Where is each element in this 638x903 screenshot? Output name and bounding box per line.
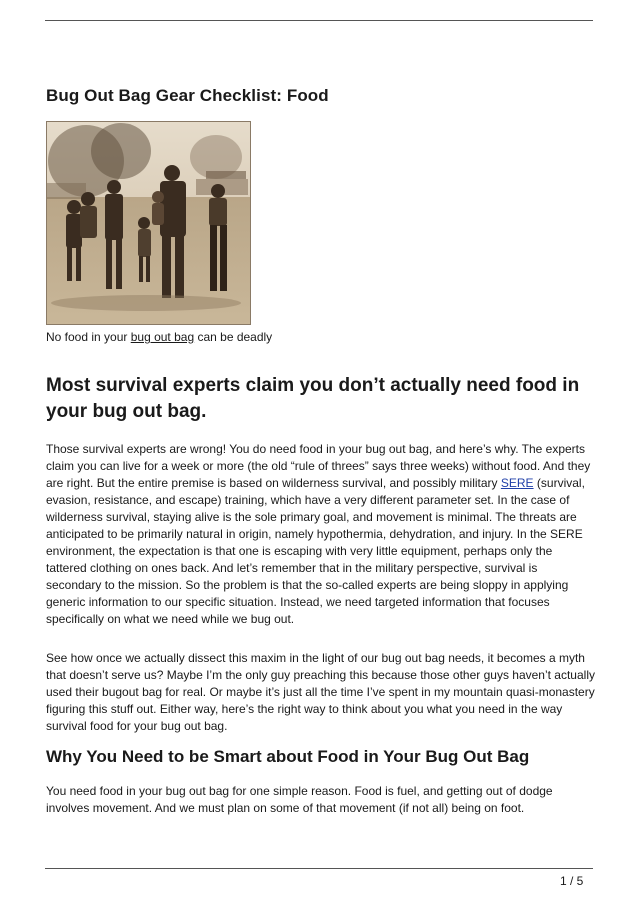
bug-out-bag-link[interactable]: bug out bag <box>130 330 195 344</box>
page-number: 1 / 5 <box>560 874 584 888</box>
photo-caption <box>46 330 272 345</box>
main-heading: Most survival experts claim you don’t actually need food in your bug out bag. <box>46 375 580 422</box>
bottom-rule <box>45 868 593 869</box>
paragraph-1 <box>46 441 596 628</box>
paragraph-1-part-1: Those survival experts are wrong! You do need food in your bug out bag, and here’s why. The experts claim you can live for a week or more (the old “rule of threes” says three weeks) without food. And they are right. But the entire premise is based on wilderness survival, and possibly military <box>46 442 591 490</box>
paragraph-1-part-2: (survival, evasion, resistance, and escape) training, which have a very different parameter set. In the case of wilderness survival, staying alive is the sole primary goal, and movement is minimal. The threats are anticipated to be primarily natural in origin, namely hypothermia, dehydration, and injury. In the SERE environment, the expectation is that one is escaping with very little equipment, perhaps only the tattered clothing on ones back. And let’s remember that in the military perspective, survival is secondary to the mission. So the problem is that the so-called experts are being sloppy in applying generic information to our specific situation. Instead, we need targeted information that focuses specifically on what we need while we bug out. <box>46 476 585 626</box>
caption-text-before: No food in your <box>46 330 131 344</box>
paragraph-2: See how once we actually dissect this maxim in the light of our bug out bag needs, it becomes a myth that doesn’t serve us? Maybe I’m the only guy preaching this because those other guys haven’t actually used their bugout bag for real. Or maybe it’s just all the time I’ve spent in my mountain quasi-monastery figuring this stuff out. Either way, here’s the right way to think about you what you need in the way survival food for your bug out bag. <box>46 651 595 733</box>
sere-link[interactable]: SERE <box>500 476 534 490</box>
paragraph-3: You need food in your bug out bag for one simple reason. Food is fuel, and getting out of dodge involves movement. And we must plan on some of that movement (if not all) being on foot. <box>46 784 553 815</box>
page-title: Bug Out Bag Gear Checklist: Food <box>46 86 329 105</box>
top-rule <box>45 20 593 21</box>
section-heading: Why You Need to be Smart about Food in Your Bug Out Bag <box>46 747 530 766</box>
sepia-photo-children <box>46 121 251 325</box>
caption-text-after: can be deadly <box>194 330 273 344</box>
